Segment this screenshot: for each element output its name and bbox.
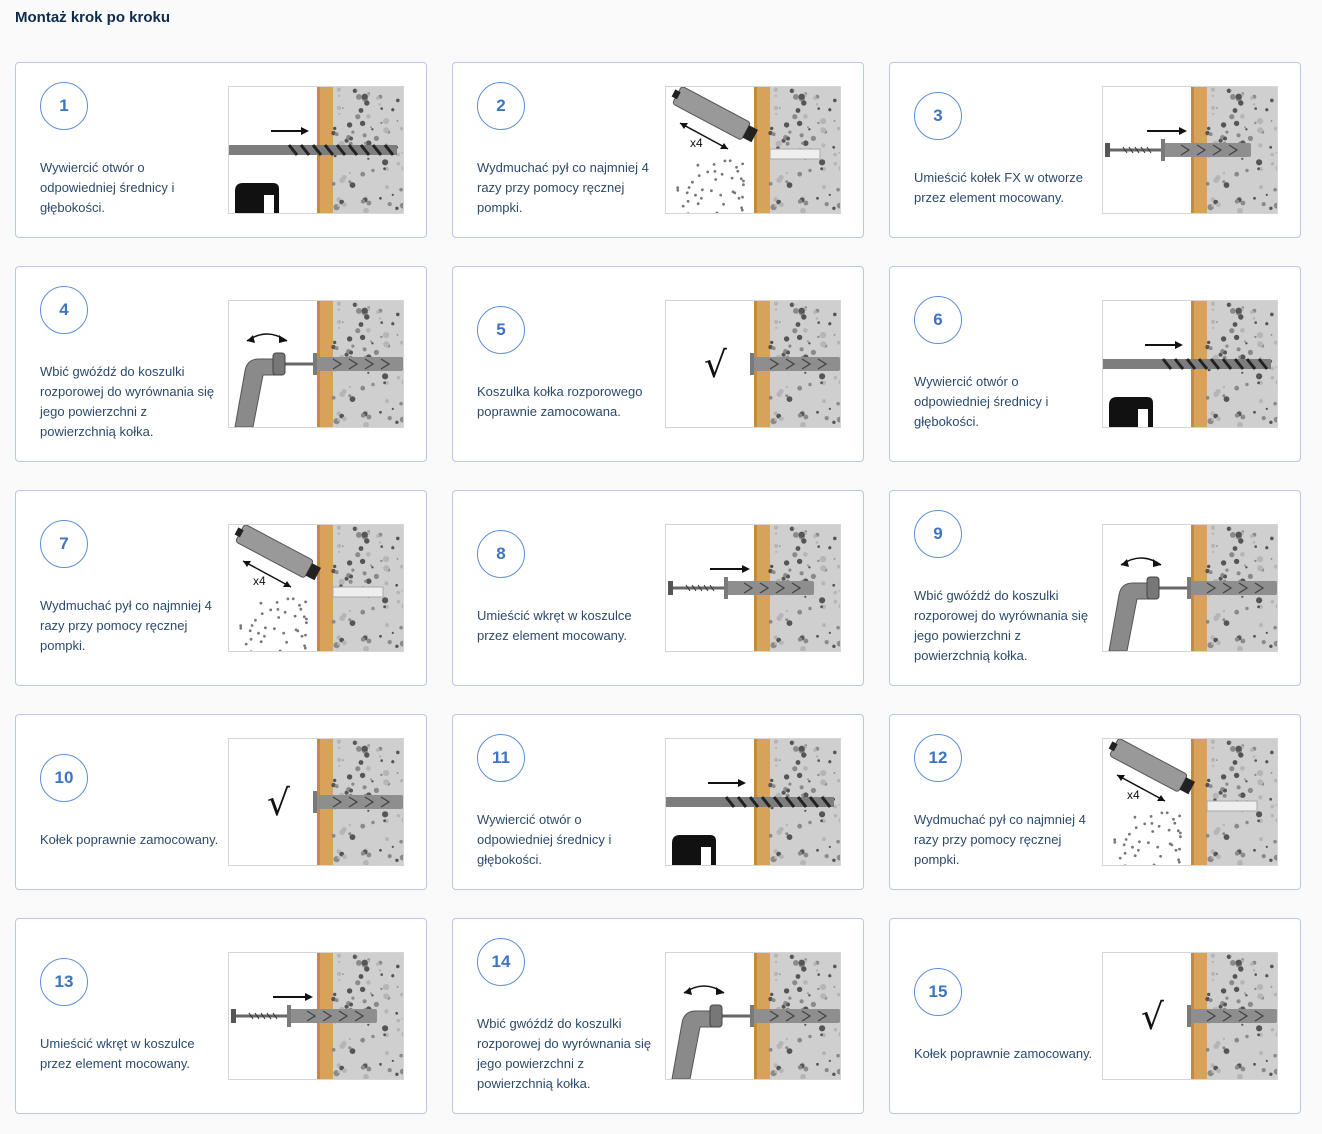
insert-screw-icon [665,524,841,652]
step-number: 2 [477,82,525,130]
step-card [889,918,1301,1114]
step-number: 7 [40,520,88,568]
step-description: Umieścić kołek FX w otworze przez element mocowany. [914,170,1084,205]
step-card [15,490,427,686]
step-number: 8 [477,530,525,578]
step-description: Wbić gwóźdź do koszulki rozporowej do wyrównania się jego powierzchni z powierzchnią kołka. [477,1016,652,1091]
step-card [452,266,864,462]
step-text-column [477,919,657,1113]
steps-grid [15,62,1301,1114]
step-text-column [477,267,657,461]
step-card [15,62,427,238]
step-description: Wywiercić otwór o odpowiedniej średnicy i głębokości. [914,374,1049,429]
step-number: 10 [40,754,88,802]
step-number: 14 [477,938,525,986]
step-text-column [477,491,657,685]
step-description: Wywiercić otwór o odpowiedniej średnicy i głębokości. [40,160,175,215]
step-card [15,918,427,1114]
step-description: Wywiercić otwór o odpowiedniej średnicy i głębokości. [477,812,612,867]
drill-icon [665,738,841,866]
svg-text:x4: x4 [690,136,703,150]
step-number: 4 [40,286,88,334]
step-description: Wydmuchać pył co najmniej 4 razy przy pomocy ręcznej pompki. [477,160,649,215]
step-card [889,62,1301,238]
step-description: Kołek poprawnie zamocowany. [914,1046,1093,1061]
step-number: 11 [477,734,525,782]
step-description: Wbić gwóźdź do koszulki rozporowej do wyrównania się jego powierzchni z powierzchnią kołka. [914,588,1089,663]
insert-screw-icon [228,952,404,1080]
step-number: 6 [914,296,962,344]
step-text-column [914,267,1094,461]
step-card [889,490,1301,686]
pump-icon [1102,738,1278,866]
step-description: Koszulka kołka rozporowego poprawnie zamocowana. [477,384,643,419]
svg-text:√: √ [704,345,727,386]
svg-text:√: √ [1141,997,1164,1038]
drill-icon [228,86,404,214]
step-text-column [477,63,657,237]
step-number: 1 [40,82,88,130]
step-card [452,62,864,238]
svg-text:x4: x4 [1127,788,1140,802]
checkmark-icon [665,300,841,428]
pump-icon [665,86,841,214]
step-number: 3 [914,92,962,140]
step-card [452,714,864,890]
step-card [15,714,427,890]
step-text-column [40,919,220,1113]
step-number: 5 [477,306,525,354]
step-text-column [40,491,220,685]
step-number: 9 [914,510,962,558]
step-card [452,490,864,686]
step-description: Wydmuchać pył co najmniej 4 razy przy pomocy ręcznej pompki. [914,812,1086,867]
step-card [452,918,864,1114]
step-text-column [40,715,220,889]
step-text-column [40,267,220,461]
page-title: Montaż krok po kroku [15,9,171,26]
checkmark-icon [1102,952,1278,1080]
step-text-column [477,715,657,889]
drill-icon [1102,300,1278,428]
step-number: 12 [914,734,962,782]
checkmark-icon [228,738,404,866]
step-card [889,266,1301,462]
hammer-icon [228,300,404,428]
hammer-icon [1102,524,1278,652]
pump-icon [228,524,404,652]
step-number: 15 [914,968,962,1016]
step-description: Wbić gwóźdź do koszulki rozporowej do wyrównania się jego powierzchni z powierzchnią kołka. [40,364,215,439]
step-card [889,714,1301,890]
step-description: Umieścić wkręt w koszulce przez element mocowany. [477,608,632,643]
step-text-column [914,491,1094,685]
step-number: 13 [40,958,88,1006]
hammer-icon [665,952,841,1080]
svg-text:x4: x4 [253,574,266,588]
step-description: Umieścić wkręt w koszulce przez element mocowany. [40,1036,195,1071]
step-description: Kołek poprawnie zamocowany. [40,832,219,847]
svg-text:√: √ [267,783,290,824]
insert-plug-icon [1102,86,1278,214]
step-text-column [40,63,220,237]
step-text-column [914,63,1094,237]
step-card [15,266,427,462]
step-text-column [914,919,1094,1113]
step-description: Wydmuchać pył co najmniej 4 razy przy pomocy ręcznej pompki. [40,598,212,653]
step-text-column [914,715,1094,889]
